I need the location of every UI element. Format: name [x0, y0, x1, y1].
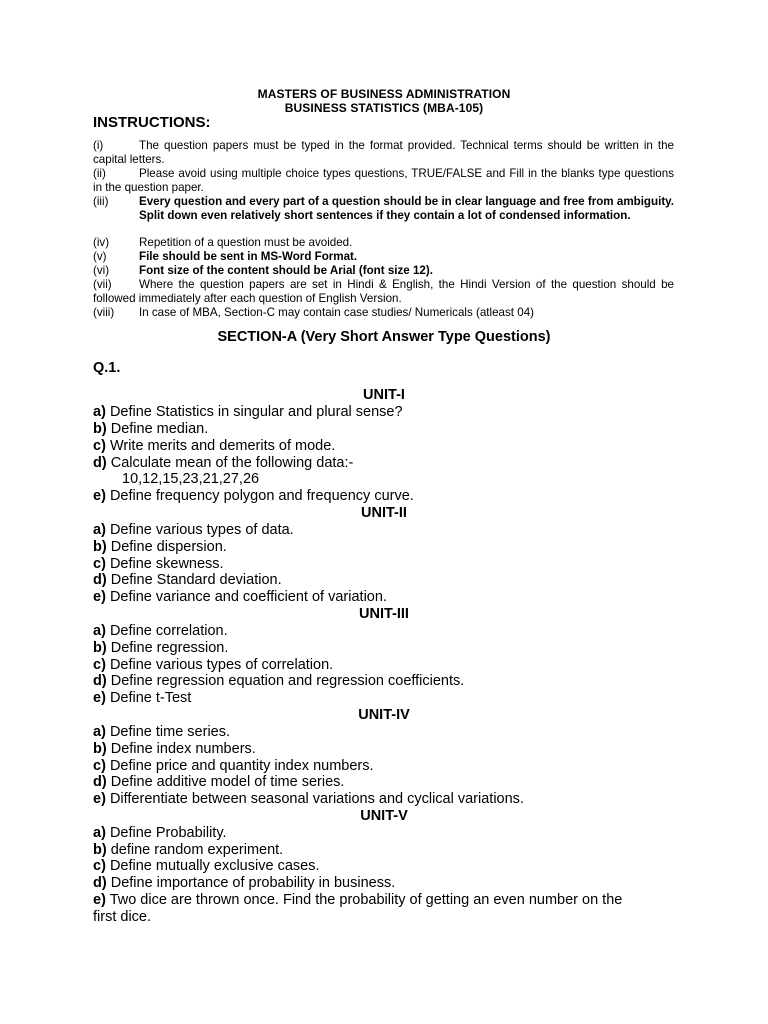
instruction-item: [93, 264, 674, 278]
question-text: Define various types of correlation.: [109, 657, 334, 673]
instruction-text: Please avoid using multiple choice types questions, TRUE/FALSE and Fill in the blanks type questions in the question paper.: [93, 167, 674, 194]
unit-heading: UNIT-I: [363, 387, 405, 403]
question-label: d): [93, 572, 107, 588]
question-text: Define price and quantity index numbers.: [109, 758, 374, 774]
question-item: [93, 438, 653, 455]
question-item: [93, 623, 653, 640]
instruction-item: [93, 278, 674, 306]
instruction-text: Repetition of a question must be avoided.: [139, 236, 353, 249]
question-label: e): [93, 589, 106, 605]
question-text: Define t-Test: [109, 690, 192, 706]
unit-heading: UNIT-II: [361, 505, 407, 521]
question-item: [93, 455, 653, 472]
question-item: [93, 673, 653, 690]
question-item: [93, 421, 653, 438]
question-label: a): [93, 623, 106, 639]
question-text: Define median.: [110, 421, 209, 437]
question-label: e): [93, 791, 106, 807]
question-text: Define skewness.: [109, 556, 224, 572]
question-text: define random experiment.: [110, 842, 284, 858]
question-label: a): [93, 825, 106, 841]
question-label: d): [93, 774, 107, 790]
question-item: [93, 724, 653, 741]
instruction-item: [93, 139, 674, 167]
question-label: e): [93, 892, 106, 908]
question-label: d): [93, 673, 107, 689]
question-label: a): [93, 724, 106, 740]
question-item: [93, 825, 653, 842]
program-title: MASTERS OF BUSINESS ADMINISTRATION: [257, 87, 511, 101]
question-item: [93, 892, 641, 926]
question-label: a): [93, 404, 106, 420]
instruction-number: (viii): [93, 306, 115, 319]
question-text: Define additive model of time series.: [110, 774, 345, 790]
instruction-text: The question papers must be typed in the format provided. Technical terms should be written in the capital letters.: [93, 139, 674, 166]
question-label: b): [93, 741, 107, 757]
question-label: c): [93, 758, 106, 774]
question-label: d): [93, 875, 107, 891]
question-text: Define variance and coefficient of variation.: [109, 589, 387, 605]
question-label: b): [93, 539, 107, 555]
instruction-item: [93, 250, 674, 264]
question-text: Define index numbers.: [110, 741, 256, 757]
question-text: Define importance of probability in business.: [110, 875, 396, 891]
instruction-text: Where the question papers are set in Hindi & English, the Hindi Version of the question should be followed immediately after each question of English Version.: [93, 278, 674, 305]
question-text: Define mutually exclusive cases.: [109, 858, 320, 874]
question-item: [93, 572, 653, 589]
question-label: a): [93, 522, 106, 538]
question-item: [93, 774, 653, 791]
instruction-text: In case of MBA, Section-C may contain case studies/ Numericals (atleast 04): [139, 306, 534, 319]
instructions-heading: INSTRUCTIONS:: [93, 114, 211, 131]
unit-heading: UNIT-III: [359, 606, 409, 622]
question-item: [93, 522, 653, 539]
instruction-number: (ii): [93, 167, 106, 180]
question-item: [93, 758, 653, 775]
question-text: Define dispersion.: [110, 539, 227, 555]
question-label: b): [93, 421, 107, 437]
question-text: Define time series.: [109, 724, 231, 740]
question-label: c): [93, 858, 106, 874]
section-title: SECTION-A (Very Short Answer Type Questions): [217, 329, 551, 345]
instruction-item: [93, 236, 674, 250]
question-text: Two dice are thrown once. Find the probability of getting an even number on the first dice.: [93, 892, 623, 925]
instruction-number: (iv): [93, 236, 110, 249]
instruction-item: [93, 306, 674, 320]
instruction-text: Font size of the content should be Arial (font size 12).: [139, 264, 433, 277]
data-values: [122, 471, 682, 488]
question-label: d): [93, 455, 107, 471]
question-text: Write merits and demerits of mode.: [109, 438, 336, 454]
question-text: Define regression.: [110, 640, 229, 656]
instruction-item: [93, 195, 674, 223]
question-text: Calculate mean of the following data:-: [110, 455, 354, 471]
instruction-item: [93, 167, 674, 195]
question-item: [93, 657, 653, 674]
question-item: [93, 791, 653, 808]
question-label: e): [93, 488, 106, 504]
question-item: [93, 556, 653, 573]
question-text: Define Statistics in singular and plural sense?: [109, 404, 403, 420]
unit-heading: UNIT-IV: [358, 707, 410, 723]
question-item: [93, 589, 653, 606]
question-label: c): [93, 438, 106, 454]
instruction-number: (vi): [93, 264, 110, 277]
instruction-text: Every question and every part of a question should be in clear language and free from ambiguity. Split down even relatively short sentences if they contain a lot of condensed information.: [139, 195, 674, 222]
question-item: [93, 690, 653, 707]
question-label: b): [93, 640, 107, 656]
question-item: [93, 875, 653, 892]
unit-heading: UNIT-V: [360, 808, 408, 824]
question-item: [93, 488, 653, 505]
question-item: [93, 842, 653, 859]
course-title: BUSINESS STATISTICS (MBA-105): [284, 101, 484, 115]
instruction-number: (v): [93, 250, 107, 263]
question-label: e): [93, 690, 106, 706]
question-item: [93, 858, 653, 875]
question-text: Define Probability.: [109, 825, 227, 841]
instruction-number: (iii): [93, 195, 109, 208]
question-item: [93, 741, 653, 758]
question-text: Define Standard deviation.: [110, 572, 282, 588]
question-text: Differentiate between seasonal variations and cyclical variations.: [109, 791, 524, 807]
question-item: [93, 640, 653, 657]
instruction-text: File should be sent in MS-Word Format.: [139, 250, 358, 263]
question-item: [93, 404, 653, 421]
question-item: [93, 539, 653, 556]
question-label: c): [93, 657, 106, 673]
question-number: Q.1.: [93, 360, 121, 376]
question-text: Define various types of data.: [109, 522, 294, 538]
instruction-number: (i): [93, 139, 104, 152]
question-label: b): [93, 842, 107, 858]
instruction-number: (vii): [93, 278, 112, 291]
question-text: Define correlation.: [109, 623, 228, 639]
question-text: Define frequency polygon and frequency curve.: [109, 488, 414, 504]
question-label: c): [93, 556, 106, 572]
question-text: Define regression equation and regression coefficients.: [110, 673, 465, 689]
question-text: 10,12,15,23,21,27,26: [122, 471, 260, 487]
